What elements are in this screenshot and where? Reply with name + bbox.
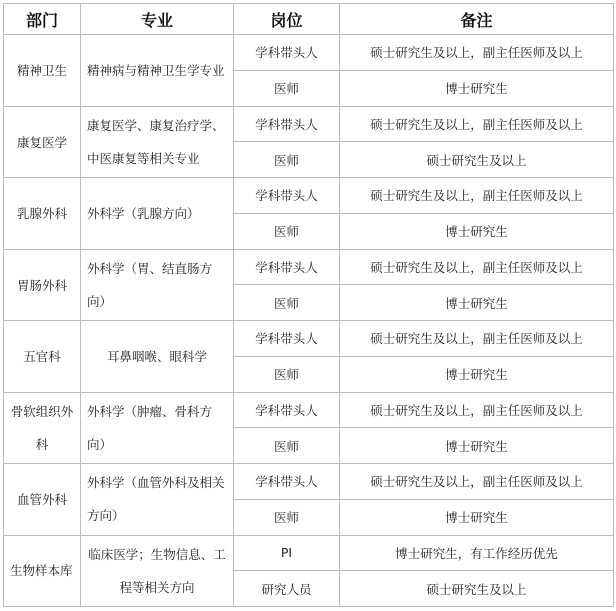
table-row [4,464,614,500]
remarks-cell: 硕士研究生及以上 [340,571,614,607]
remarks-cell: 博士研究生 [340,213,614,249]
position-cell: 学科带头人 [234,392,340,428]
table-row [4,392,614,428]
position-cell: 医师 [234,142,340,178]
position-cell: 医师 [234,428,340,464]
position-cell: 学科带头人 [234,321,340,357]
position-cell: 医师 [234,285,340,321]
department-cell: 康复医学 [4,106,81,178]
remarks-cell: 硕士研究生及以上，副主任医师及以上 [340,106,614,142]
department-cell: 精神卫生 [4,35,81,107]
specialty-cell: 康复医学、康复治疗学、中医康复等相关专业 [81,106,234,178]
position-cell: 学科带头人 [234,35,340,71]
position-cell: 学科带头人 [234,106,340,142]
position-cell: 学科带头人 [234,249,340,285]
position-cell: 研究人员 [234,571,340,607]
table-row [4,178,614,214]
header-position: 岗位 [234,4,340,35]
table-row [4,249,614,285]
specialty-cell: 外科学（胃、结直肠方向） [81,249,234,321]
remarks-cell: 硕士研究生及以上，副主任医师及以上 [340,392,614,428]
department-cell: 骨软组织外科 [4,392,81,464]
header-department: 部门 [4,4,81,35]
remarks-cell: 硕士研究生及以上，副主任医师及以上 [340,178,614,214]
position-cell: 学科带头人 [234,464,340,500]
header-specialty: 专业 [81,4,234,35]
table-row [4,35,614,71]
position-cell: 医师 [234,70,340,106]
header-row [4,4,614,35]
position-cell: PI [234,535,340,571]
specialty-cell: 外科学（血管外科及相关方向） [81,464,234,536]
remarks-cell: 博士研究生 [340,70,614,106]
table-row [4,535,614,571]
header-remarks: 备注 [340,4,614,35]
position-cell: 学科带头人 [234,178,340,214]
department-cell: 乳腺外科 [4,178,81,250]
remarks-cell: 博士研究生 [340,499,614,535]
remarks-cell: 硕士研究生及以上，副主任医师及以上 [340,249,614,285]
position-cell: 医师 [234,356,340,392]
specialty-cell: 外科学（肿瘤、骨科方向） [81,392,234,464]
department-cell: 五官科 [4,321,81,393]
table-row [4,321,614,357]
department-cell: 胃肠外科 [4,249,81,321]
remarks-cell: 硕士研究生及以上，副主任医师及以上 [340,321,614,357]
remarks-cell: 博士研究生 [340,428,614,464]
position-cell: 医师 [234,499,340,535]
remarks-cell: 硕士研究生及以上 [340,142,614,178]
department-cell: 生物样本库 [4,535,81,607]
remarks-cell: 硕士研究生及以上，副主任医师及以上 [340,35,614,71]
specialty-cell: 耳鼻咽喉、眼科学 [81,321,234,393]
department-cell: 血管外科 [4,464,81,536]
remarks-cell: 硕士研究生及以上，副主任医师及以上 [340,464,614,500]
remarks-cell: 博士研究生，有工作经历优先 [340,535,614,571]
recruitment-table [3,3,614,607]
position-cell: 医师 [234,213,340,249]
remarks-cell: 博士研究生 [340,356,614,392]
specialty-cell: 精神病与精神卫生学专业 [81,35,234,107]
specialty-cell: 临床医学；生物信息、工程等相关方向 [81,535,234,607]
specialty-cell: 外科学（乳腺方向） [81,178,234,250]
remarks-cell: 博士研究生 [340,285,614,321]
table-row [4,106,614,142]
